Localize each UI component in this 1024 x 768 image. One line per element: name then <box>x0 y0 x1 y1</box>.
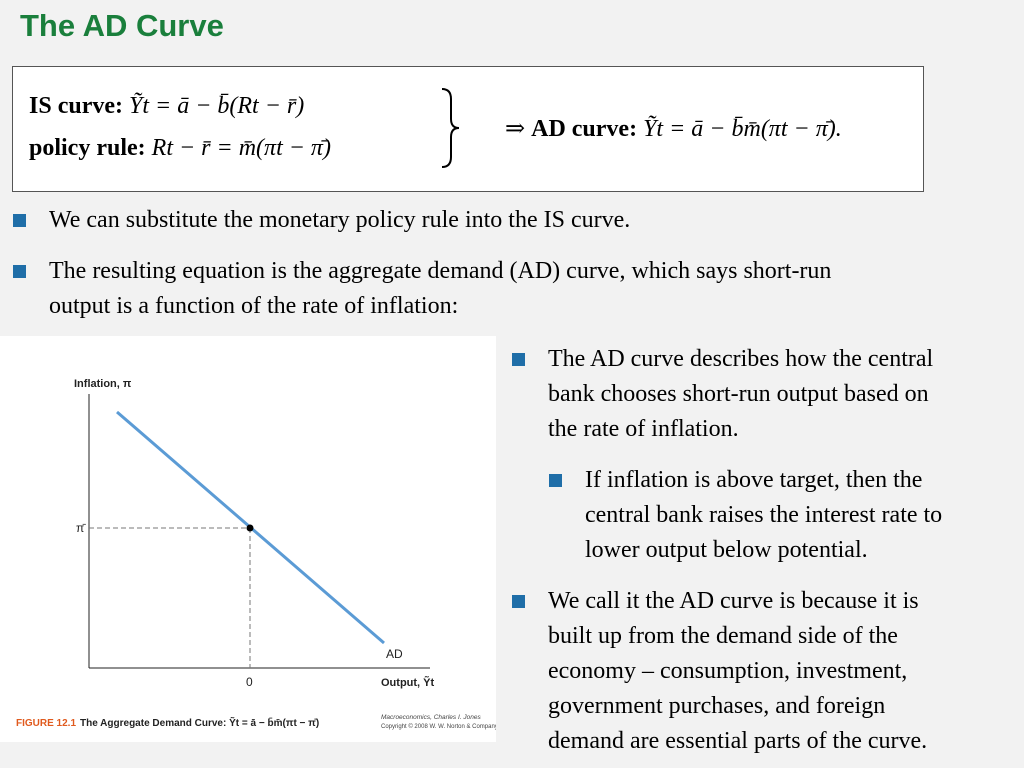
x-axis-label: Output, Ỹt <box>381 677 435 689</box>
right-brace-icon <box>439 87 463 169</box>
bullet-square-icon <box>549 474 562 487</box>
figure-caption: The Aggregate Demand Curve: Ỹt = ā − b̄m̄(πt − π̄) <box>80 718 320 729</box>
bullet-line: built up from the demand side of the <box>548 623 898 649</box>
ad-curve-label: AD curve: <box>531 116 638 142</box>
equilibrium-point <box>247 525 254 532</box>
ad-curve-formula: Ỹt = ā − b̄m̄(πt − π̄). <box>643 116 842 142</box>
bullet-line: government purchases, and foreign <box>548 693 886 719</box>
bullet-line: output is a function of the rate of inflation: <box>49 293 459 319</box>
ad-curve-figure <box>0 336 496 742</box>
bullet-square-icon <box>512 353 525 366</box>
y-axis-label: Inflation, π <box>74 378 132 390</box>
bullet-square-icon <box>13 265 26 278</box>
is-curve-label: IS curve: <box>29 93 123 119</box>
is-curve-formula: Ỹt = ā − b̄(Rt − r̄) <box>128 93 305 119</box>
bullet-why-ad-curve <box>548 584 927 759</box>
sub-bullet-inflation-above-target <box>585 463 942 568</box>
bullet-line: the rate of inflation. <box>548 416 739 442</box>
bullet-substitute <box>49 203 630 238</box>
is-curve-equation <box>29 93 304 120</box>
implies-arrow-icon: ⇒ <box>505 116 526 142</box>
figure-credit-author: Macroeconomics, Charles I. Jones <box>381 714 481 721</box>
policy-rule-formula: Rt − r̄ = m̄(πt − π̄) <box>151 135 331 161</box>
bullet-square-icon <box>512 595 525 608</box>
bullet-line: The resulting equation is the aggregate demand (AD) curve, which says short-run <box>49 258 832 284</box>
bullet-ad-describes <box>548 342 933 447</box>
bullet-line: economy – consumption, investment, <box>548 658 908 684</box>
figure-number: FIGURE 12.1 <box>16 718 77 729</box>
bullet-line: bank chooses short-run output based on <box>548 381 929 407</box>
bullet-line: lower output below potential. <box>585 537 868 563</box>
slide-title: The AD Curve <box>20 8 224 43</box>
target-inflation-label: π̄ <box>76 521 85 535</box>
policy-rule-equation <box>29 135 331 162</box>
bullet-line: demand are essential parts of the curve. <box>548 728 928 754</box>
bullet-line: central bank raises the interest rate to <box>585 502 943 528</box>
bullet-square-icon <box>13 214 26 227</box>
figure-credit-copyright: Copyright © 2008 W. W. Norton & Company <box>381 724 496 730</box>
bullet-text: We can substitute the monetary policy rule into the IS curve. <box>49 207 631 233</box>
bullet-line: We call it the AD curve is because it is <box>548 588 919 614</box>
ad-curve-equation <box>505 114 842 143</box>
policy-rule-label: policy rule: <box>29 135 146 161</box>
zero-output-label: 0 <box>246 675 253 689</box>
bullet-line: The AD curve describes how the central <box>548 346 934 372</box>
bullet-resulting-equation <box>49 254 831 324</box>
ad-curve-label: AD <box>386 647 403 661</box>
bullet-line: If inflation is above target, then the <box>585 467 923 493</box>
equation-box <box>12 66 924 192</box>
